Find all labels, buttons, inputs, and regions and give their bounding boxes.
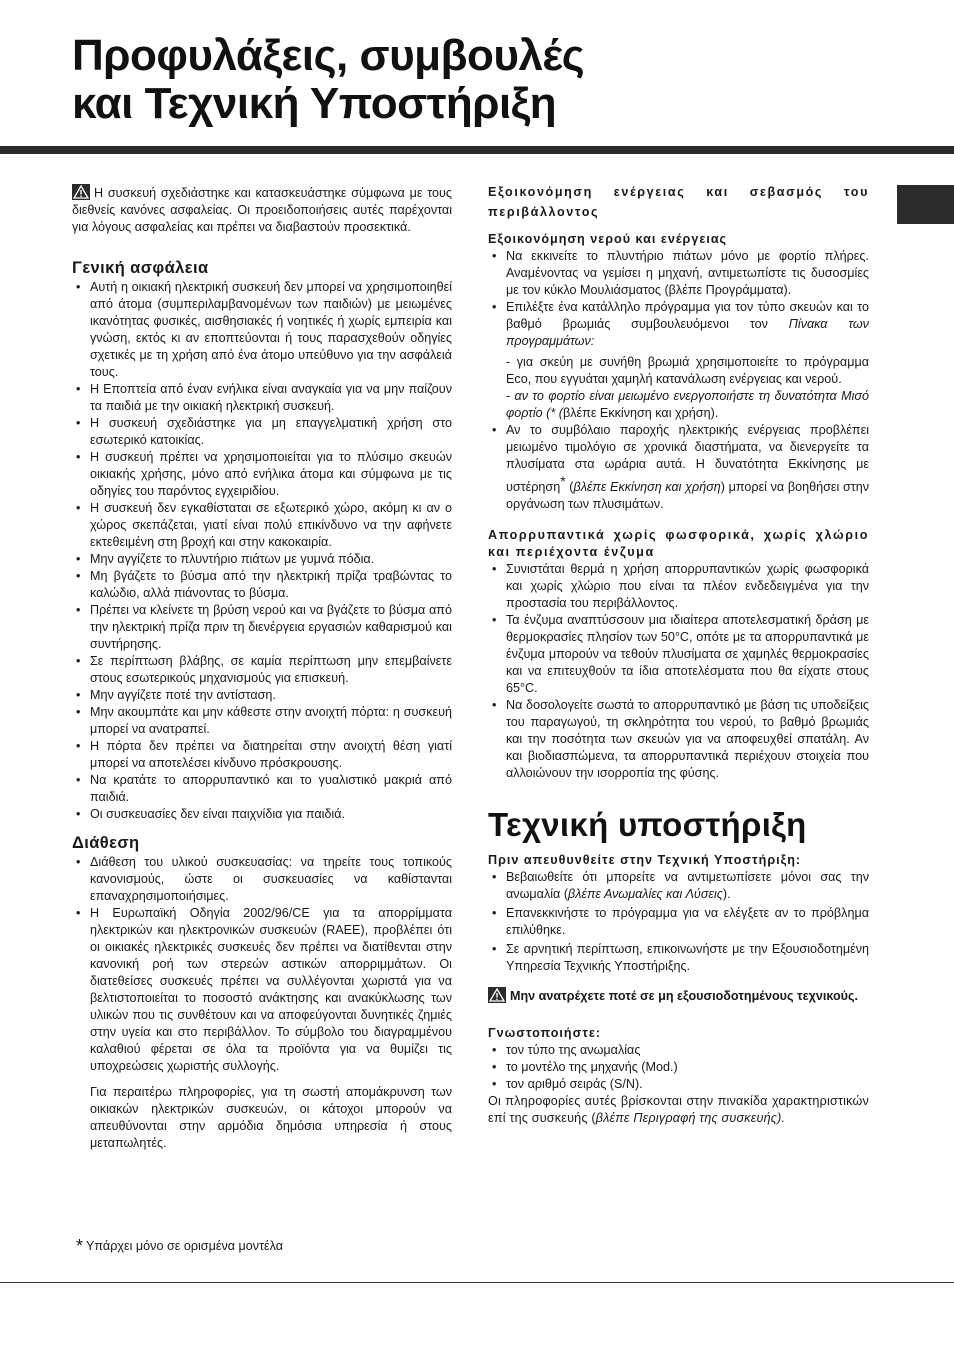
page-title [72, 32, 872, 128]
list-item: • Η Εποπτεία από έναν ενήλικα είναι αναγκαία για να μην παίζουν τα παιδιά με την οικιακή ηλεκτρική συσκευή. [72, 381, 452, 415]
left-column [72, 184, 452, 1152]
list-item [488, 869, 869, 903]
warning-text: Μην ανατρέχετε ποτέ σε μη εξουσιοδοτημένους τεχνικούς. [510, 989, 859, 1004]
list-item: • Επανεκκινήστε το πρόγραμμα για να ελέγξετε αν το πρόβλημα επιλύθηκε. [488, 905, 869, 939]
intro-paragraph [72, 184, 452, 236]
sub-item-half-load [488, 388, 869, 422]
footnote-star: * [76, 1236, 84, 1256]
right-column [488, 182, 869, 1127]
list-item: • Η συσκευή σχεδιάστηκε για μη επαγγελματική χρήση στο εσωτερικό κατοικίας. [72, 415, 452, 449]
before-contact-list [488, 869, 869, 975]
warning-icon [72, 184, 90, 200]
list-item: • Μην ακουμπάτε και μην κάθεστε στην ανοιχτή πόρτα: η συσκευή μπορεί να ανατραπεί. [72, 704, 452, 738]
list-item: • Πρέπει να κλείνετε τη βρύση νερού και να βγάζετε το βύσμα από την ηλεκτρική πρίζα πριν τη διενέργεια εργασιών καθαρισμού και συντήρησης. [72, 602, 452, 653]
list-item: • Διάθεση του υλικού συσκευασίας: να τηρείτε τους τοπικούς κανονισμούς, ώστε οι συσκευασίες να καθίστανται επαναχρησιμοποιήσιμες. [72, 854, 452, 905]
list-item [488, 299, 869, 422]
list-item: • Σε αρνητική περίπτωση, επικοινωνήστε με την Εξουσιοδοτημένη Υπηρεσία Τεχνικής Υποστήριξης. [488, 941, 869, 975]
list-item: • Μην αγγίζετε το πλυντήριο πιάτων με γυμνά πόδια. [72, 551, 452, 568]
warning-icon [488, 987, 506, 1003]
header-rule [0, 146, 954, 154]
energy-heading: Εξοικονόμηση ενέργειας και σεβασμός του περιβάλλοντος [488, 185, 869, 219]
list-item-text: Βεβαιωθείτε ότι μπορείτε να αντιμετωπίσετε μόνοι σας την ανωμαλία ( [506, 870, 869, 902]
disposal-list [72, 854, 452, 1075]
list-item: • τον τύπο της ανωμαλίας [488, 1042, 869, 1059]
list-item: • Τα ένζυμα αναπτύσσουν μια ιδιαίτερα αποτελεσματική δράση με θερμοκρασίες πλησίον των 50°C, οπότε με τα απορρυπαντικά με ένζυμα μπορούν να τεθούν πλυσίματα σε χαμηλές θερμοκρασίες και να επιτευχθούν τα ίδια αποτελέσματα που θα είχατε στους 65°C. [488, 612, 869, 697]
list-item: • το μοντέλο της μηχανής (Mod.) [488, 1059, 869, 1076]
detergent-heading: Απορρυπαντικά χωρίς φωσφορικά, χωρίς χλώριο και περιέχοντα ένζυμα [488, 528, 869, 560]
detergent-list [488, 561, 869, 782]
list-item: • Να κρατάτε το απορρυπαντικό και το γυαλιστικό μακριά από παιδιά. [72, 772, 452, 806]
half-load-text: - αν το φορτίο είναι μειωμένο ενεργοποιήστε τη δυνατότητα Μισό φορτίο (* ( [506, 389, 869, 420]
programme-table-ref: Πίνακα των προγραμμάτων: [506, 317, 869, 348]
technical-support-title: Τεχνική υποστήριξη [488, 806, 807, 844]
page-title-line1: Προφυλάξεις, συμβουλές [72, 31, 585, 80]
paren: ( [565, 480, 574, 495]
footnote [76, 1236, 283, 1257]
disposal-note: Για περαιτέρω πληροφορίες, για τη σωστή απομάκρυνση των οικιακών ηλεκτρικών συσκευών, οι κάτοχοι μπορούν να απευθύνονται στην αρμόδια δημόσια υπηρεσία ή στους μεταπωλητές. [90, 1085, 452, 1150]
sub-item-eco: - για σκεύη με συνήθη βρωμιά χρησιμοποιείτε το πρόγραμμα Eco, που εγγυάται χαμηλή κατανάλωση ενέργειας και νερού. [506, 355, 869, 386]
footnote-star: * [560, 473, 566, 489]
appliance-description-ref: βλέπε Περιγραφή της συσκευής). [595, 1111, 786, 1126]
list-item: • Σε περίπτωση βλάβης, σε καμία περίπτωση μην επεμβαίνετε στους εσωτερικούς μηχανισμούς για επισκευή. [72, 653, 452, 687]
general-safety-list [72, 279, 452, 823]
footnote-text: Υπάρχει μόνο σε ορισμένα μοντέλα [86, 1239, 284, 1253]
notify-heading: Γνωστοποιήστε: [488, 1026, 602, 1041]
half-load-ref: βλέπε Εκκίνηση και χρήση). [562, 406, 719, 420]
water-energy-list [488, 248, 869, 513]
footer-rule [0, 1282, 954, 1283]
notify-note-text: Οι πληροφορίες αυτές βρίσκονται στην πινακίδα χαρακτηριστικών επί της συσκευής ( [488, 1094, 869, 1126]
list-item: • Η πόρτα δεν πρέπει να διατηρείται στην ανοιχτή θέση γιατί μπορεί να αποτελέσει κίνδυνο πρόσκρουσης. [72, 738, 452, 772]
list-item: • Η Ευρωπαϊκή Οδηγία 2002/96/CE για τα απορρίμματα ηλεκτρικών και ηλεκτρονικών συσκευών (RAEE), προβλέπει ότι οι οικιακές ηλεκτρικές συσκευές δεν πρέπει να διατίθενται στην κανονική ροή των στερεών αστικών απορριμμάτων. Οι διατεθείσες συσκευές πρέπει να συλλέγονται χωριστά για να βελτιστοποιείται το ποσοστό ανάκτησης και ανακύκλωσης των υλικών που τις συνθέτουν και να αποφεύγονται δυνητικές ζημιές στην υγεία και στο περιβάλλον. Το σύμβολο του διαγραμμένου καλαθιού φέρεται σε όλα τα προϊόντα για να θυμίζει τις υποχρεώσεις χωριστής συλλογής. [72, 905, 452, 1075]
list-item-text: Αν το συμβόλαιο παροχής ηλεκτρικής ενέργειας προβλέπει μειωμένο τιμολόγιο σε χρονικά διαστήματα, να διενεργείτε τα πλυσίματα στα ωράρια αυτά. Η δυνατότητα Εκκίνησης με υστέρηση [506, 423, 869, 495]
general-safety-heading: Γενική ασφάλεια [72, 259, 209, 277]
list-item: • Οι συσκευασίες δεν είναι παιχνίδια για παιδιά. [72, 806, 452, 823]
before-contact-heading: Πριν απευθυνθείτε στην Τεχνική Υποστήριξη: [488, 853, 802, 868]
list-item [488, 422, 869, 513]
notify-list [488, 1042, 869, 1093]
language-tab-marker [897, 185, 954, 224]
list-item: • Η συσκευή πρέπει να χρησιμοποιείται για το πλύσιμο σκευών οικιακής χρήσης, μόνο από ενήλικα άτομα και σύμφωνα με τις οδηγίες του παρόντος εγχειριδίου. [72, 449, 452, 500]
start-usage-ref: βλέπε Εκκίνηση και χρήση [573, 480, 721, 495]
intro-text: Η συσκευή σχεδιάστηκε και κατασκευάστηκε σύμφωνα με τους διεθνείς κανόνες ασφαλείας. Οι προειδοποιήσεις αυτές παρέχονται για λόγους ασφαλείας και πρέπει να διαβαστούν προσεκτικά. [72, 186, 452, 234]
list-item: • τον αριθμό σειράς (S/N). [488, 1076, 869, 1093]
list-item: • Να δοσολογείτε σωστά το απορρυπαντικό με βάση τις υποδείξεις του παραγωγού, τη σκληρότητα του νερού, το βαθμό βρωμιάς και την ποσότητα των σκευών για να αποφευχθεί σπατάλη. Αν και βιοδιασπώμενα, τα απορρυπαντικά περιέχουν στοιχεία που αλλοιώνουν την ισορροπία της φύσης. [488, 697, 869, 782]
list-item: • Μην αγγίζετε ποτέ την αντίσταση. [72, 687, 452, 704]
warning-paragraph [488, 987, 869, 1005]
troubleshooting-ref: βλέπε Ανωμαλίες και Λύσεις [568, 887, 723, 902]
list-item: • Αυτή η οικιακή ηλεκτρική συσκευή δεν μπορεί να χρησιμοποιηθεί από άτομα (συμπεριλαμβανομένων των παιδιών) με μειωμένες ικανότητας φυσικές, αισθησιακές ή νοητικές ή χωρίς εμπειρία και γνώση, εκτός κι αν εποπτεύονται ή τους παρασχεθούν οδηγίες σχετικές με τη χρήση από ένα άτομο υπεύθυνο για την ασφάλειά τους. [72, 279, 452, 381]
disposal-heading: Διάθεση [72, 834, 140, 852]
notify-note [488, 1093, 869, 1127]
list-item: • Να εκκινείτε το πλυντήριο πιάτων μόνο με φορτίο πλήρες. Αναμένοντας να γεμίσει η μηχανή, αντιμετωπίστε τις δυσοσμίες με τον κύκλο Μουλιάσματος (βλέπε Προγράμματα). [488, 248, 869, 299]
list-item: • Η συσκευή δεν εγκαθίσταται σε εξωτερικό χώρο, ακόμη κι αν ο χώρος σκεπάζεται, γιατί είναι πολύ επικίνδυνο να την αφήνετε εκτεθειμένη στη βροχή και στην κακοκαιρία. [72, 500, 452, 551]
list-item: • Μη βγάζετε το βύσμα από την ηλεκτρική πρίζα τραβώντας το καλώδιο, αλλά πιάνοντας το βύσμα. [72, 568, 452, 602]
list-item-text: Επιλέξτε ένα κατάλληλο πρόγραμμα για τον τύπο σκευών και το βαθμό βρωμιάς συμβουλευόμενοι τον [506, 300, 869, 331]
list-item: • Συνιστάται θερμά η χρήση απορρυπαντικών χωρίς φωσφορικά και χωρίς χλώριο που είναι τα πλέον ενδεδειγμένα για την προστασία του περιβάλλοντος. [488, 561, 869, 612]
water-energy-heading: Εξοικονόμηση νερού και ενέργειας [488, 232, 728, 246]
list-item-text: ) μπορεί να βοηθήσει στην οργάνωση των πλυσιμάτων. [506, 480, 869, 512]
page-title-line2: και Τεχνική Υποστήριξη [72, 79, 557, 128]
paren: ). [722, 887, 731, 902]
